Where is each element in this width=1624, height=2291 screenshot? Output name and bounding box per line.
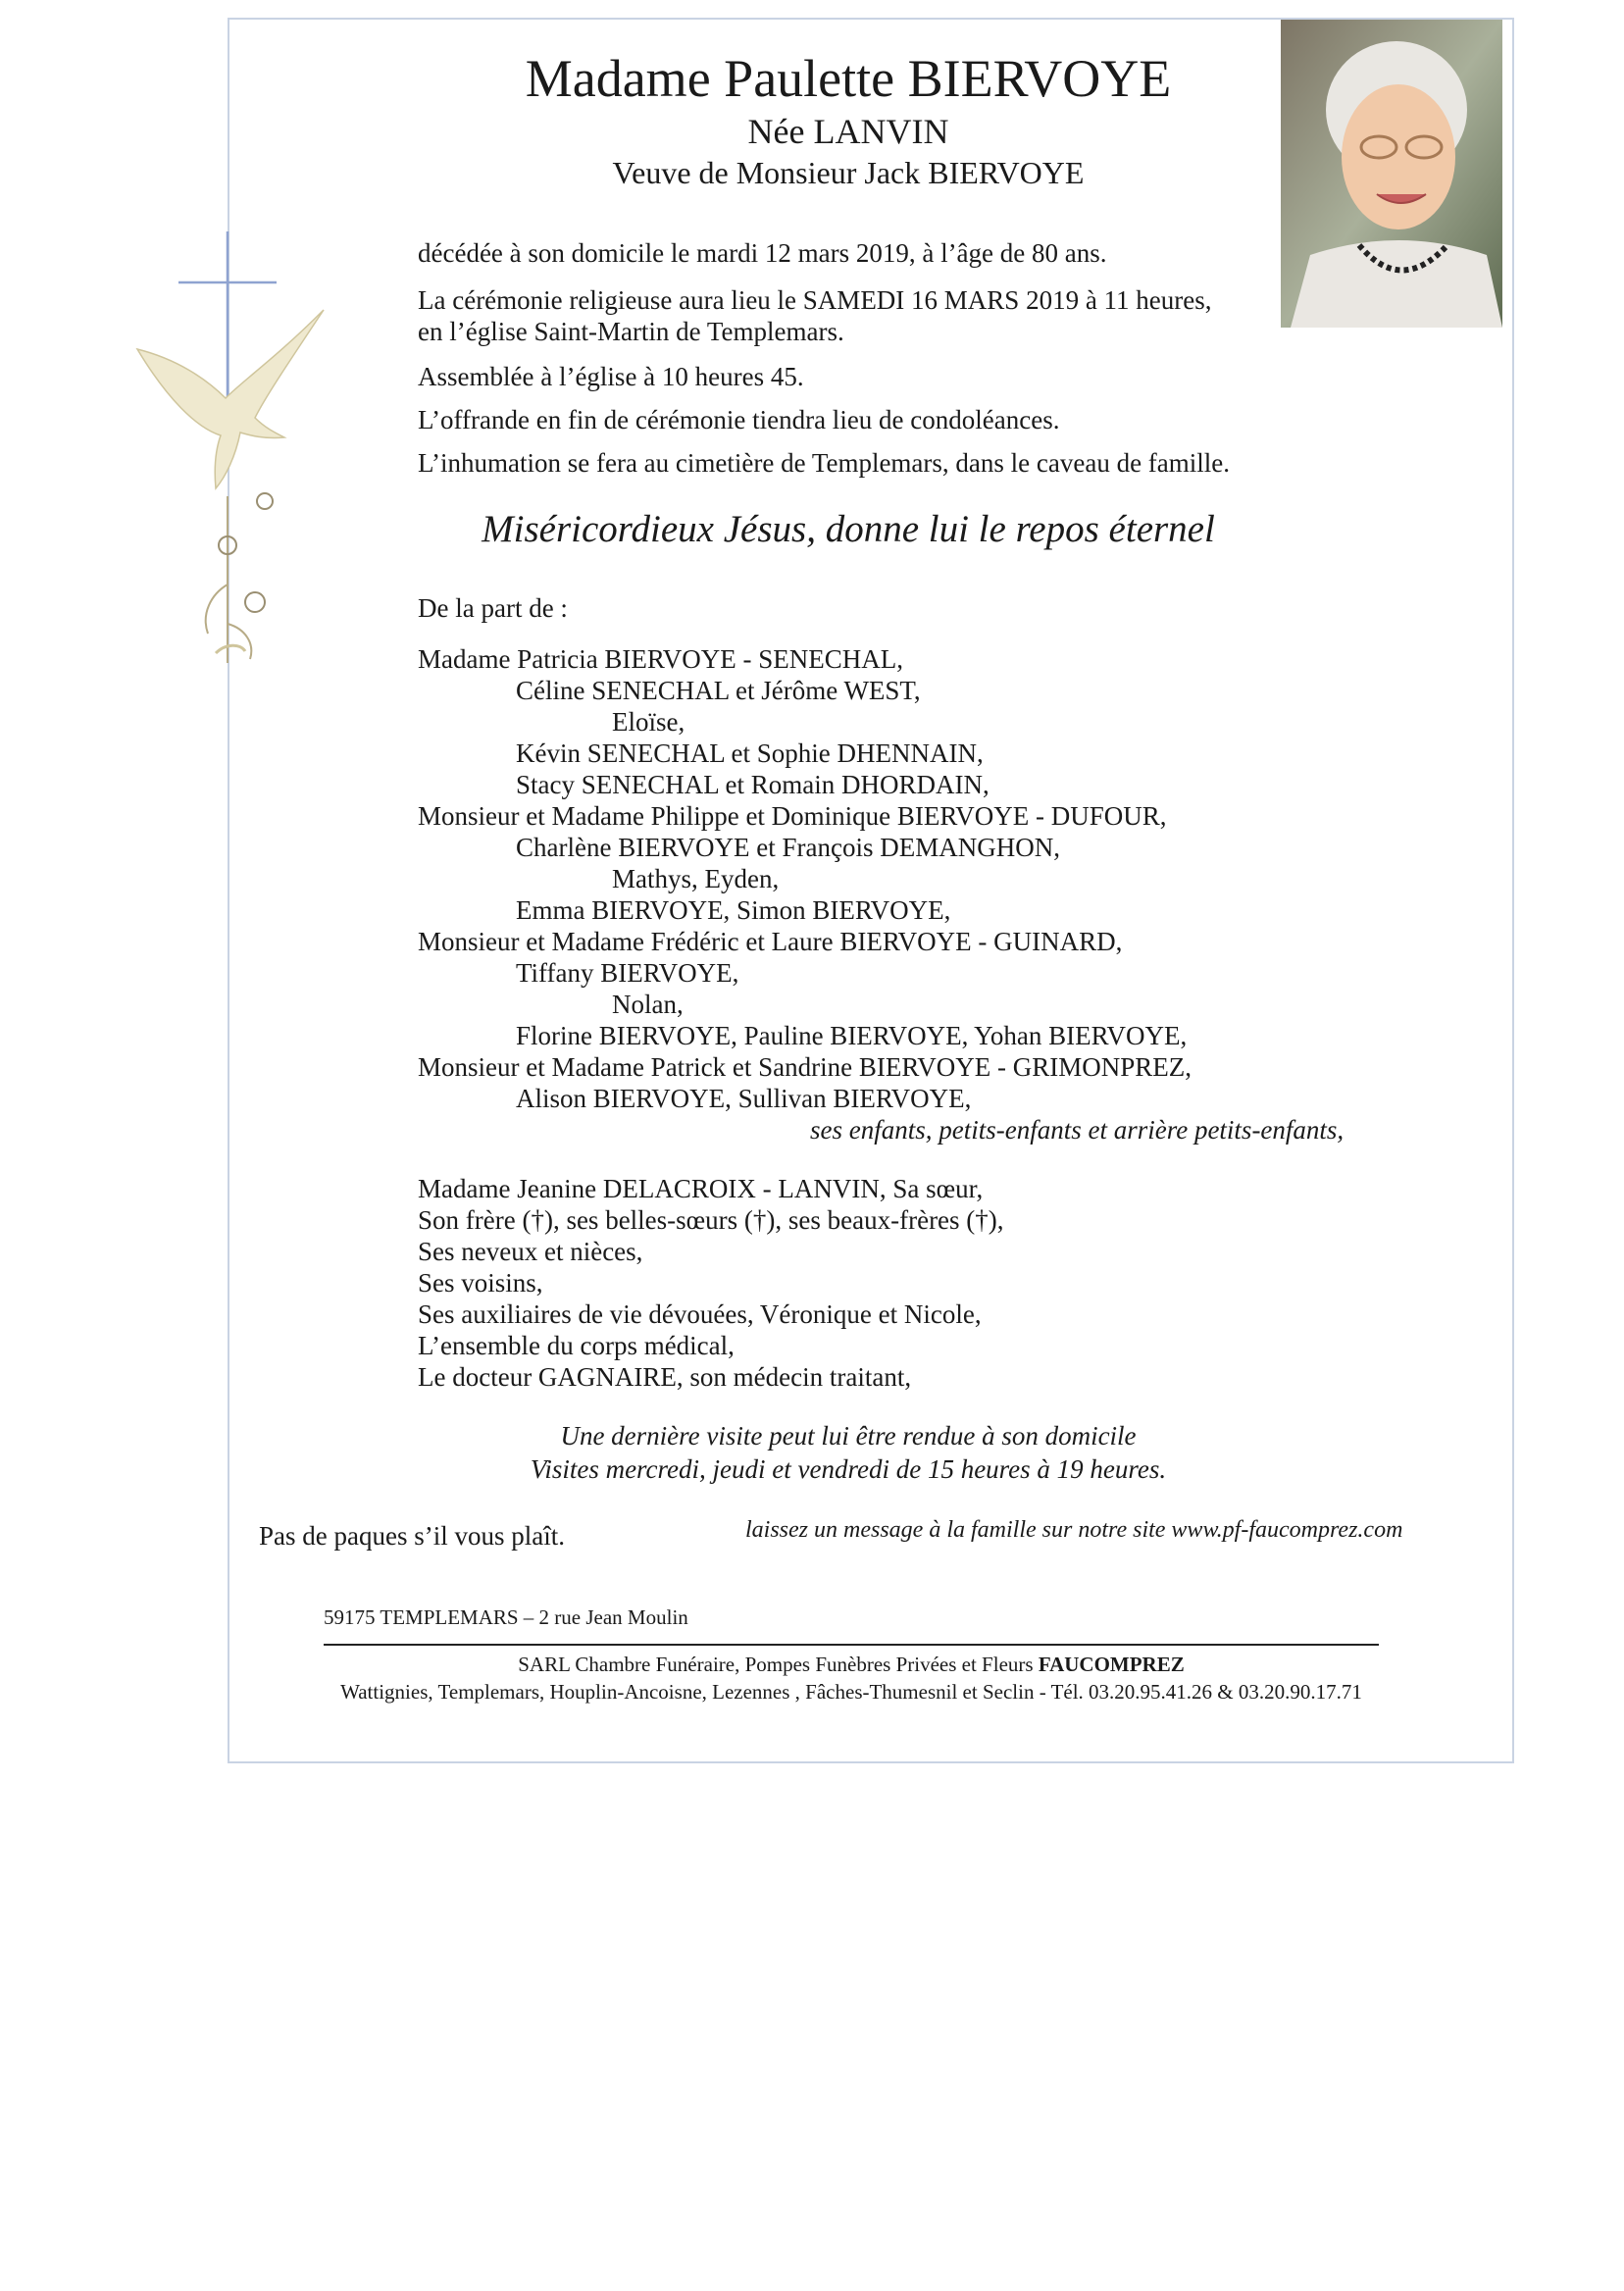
locations-phone: Wattignies, Templemars, Houplin-Ancoisne, Lezennes , Fâches-Thumesnil et Seclin - Tél. 03.20.95.41.26 & 03.20.90.17.71 — [340, 1680, 1362, 1704]
family-line: Céline SENECHAL et Jérôme WEST, — [516, 676, 921, 705]
family-line: Madame Patricia BIERVOYE - SENECHAL, — [418, 644, 903, 674]
family-line: Monsieur et Madame Frédéric et Laure BIERVOYE - GUINARD, — [418, 927, 1123, 956]
family-line: Alison BIERVOYE, Sullivan BIERVOYE, — [516, 1084, 972, 1113]
family-line: Monsieur et Madame Patrick et Sandrine BIERVOYE - GRIMONPREZ, — [418, 1052, 1192, 1082]
visit-line2: Visites mercredi, jeudi et vendredi de 15 heures à 19 heures. — [530, 1454, 1167, 1484]
company-description: SARL Chambre Funéraire, Pompes Funèbres Privées et Fleurs — [518, 1653, 1039, 1676]
other-line: Le docteur GAGNAIRE, son médecin traitant, — [418, 1362, 912, 1392]
other-line: Son frère (†), ses belles-sœurs (†), ses beaux-frères (†), — [418, 1205, 1004, 1235]
family-line: Mathys, Eyden, — [612, 864, 780, 893]
widow-of: Veuve de Monsieur Jack BIERVOYE — [612, 155, 1085, 190]
cross-dove-flowers-decoration — [118, 231, 333, 683]
visit-line1: Une dernière visite peut lui être rendue à son domicile — [560, 1421, 1137, 1451]
death-notice: décédée à son domicile le mardi 12 mars 2019, à l’âge de 80 ans. — [418, 238, 1107, 268]
family-caption: ses enfants, petits-enfants et arrière petits-enfants, — [810, 1115, 1345, 1145]
company-name: FAUCOMPREZ — [1038, 1653, 1185, 1676]
footer-divider — [324, 1644, 1379, 1646]
ceremony-line2: en l’église Saint-Martin de Templemars. — [418, 317, 844, 346]
burial-note: L’inhumation se fera au cimetière de Templemars, dans le caveau de famille. — [418, 448, 1231, 478]
family-line: Emma BIERVOYE, Simon BIERVOYE, — [516, 895, 951, 925]
other-line: Ses voisins, — [418, 1268, 543, 1298]
other-line: Madame Jeanine DELACROIX - LANVIN, Sa sœur, — [418, 1174, 984, 1203]
deceased-name: Madame Paulette BIERVOYE — [525, 49, 1172, 108]
family-line: Charlène BIERVOYE et François DEMANGHON, — [516, 833, 1060, 862]
other-line: Ses neveux et nièces, — [418, 1237, 643, 1266]
assembly-time: Assemblée à l’église à 10 heures 45. — [418, 362, 804, 391]
family-line: Eloïse, — [612, 707, 685, 737]
no-flowers-note: Pas de paques s’il vous plaît. — [259, 1521, 565, 1551]
family-line: Tiffany BIERVOYE, — [516, 958, 739, 988]
other-line: Ses auxiliaires de vie dévouées, Véronique et Nicole, — [418, 1299, 982, 1329]
from-label: De la part de : — [418, 593, 568, 623]
family-line: Nolan, — [612, 990, 684, 1019]
prayer-motto: Miséricordieux Jésus, donne lui le repos éternel — [482, 508, 1215, 550]
family-line: Stacy SENECHAL et Romain DHORDAIN, — [516, 770, 990, 799]
family-line: Florine BIERVOYE, Pauline BIERVOYE, Yohan BIERVOYE, — [516, 1021, 1188, 1050]
ceremony-line1: La cérémonie religieuse aura lieu le SAMEDI 16 MARS 2019 à 11 heures, — [418, 285, 1212, 315]
offering-note: L’offrande en fin de cérémonie tiendra lieu de condoléances. — [418, 405, 1060, 434]
family-line: Kévin SENECHAL et Sophie DHENNAIN, — [516, 738, 984, 768]
maiden-name: Née LANVIN — [747, 112, 949, 151]
address: 59175 TEMPLEMARS – 2 rue Jean Moulin — [324, 1605, 688, 1629]
other-line: L’ensemble du corps médical, — [418, 1331, 735, 1360]
company-line — [0, 1652, 1624, 1677]
family-line: Monsieur et Madame Philippe et Dominique BIERVOYE - DUFOUR, — [418, 801, 1167, 831]
website-message: laissez un message à la famille sur notre site www.pf-faucomprez.com — [745, 1517, 1403, 1543]
